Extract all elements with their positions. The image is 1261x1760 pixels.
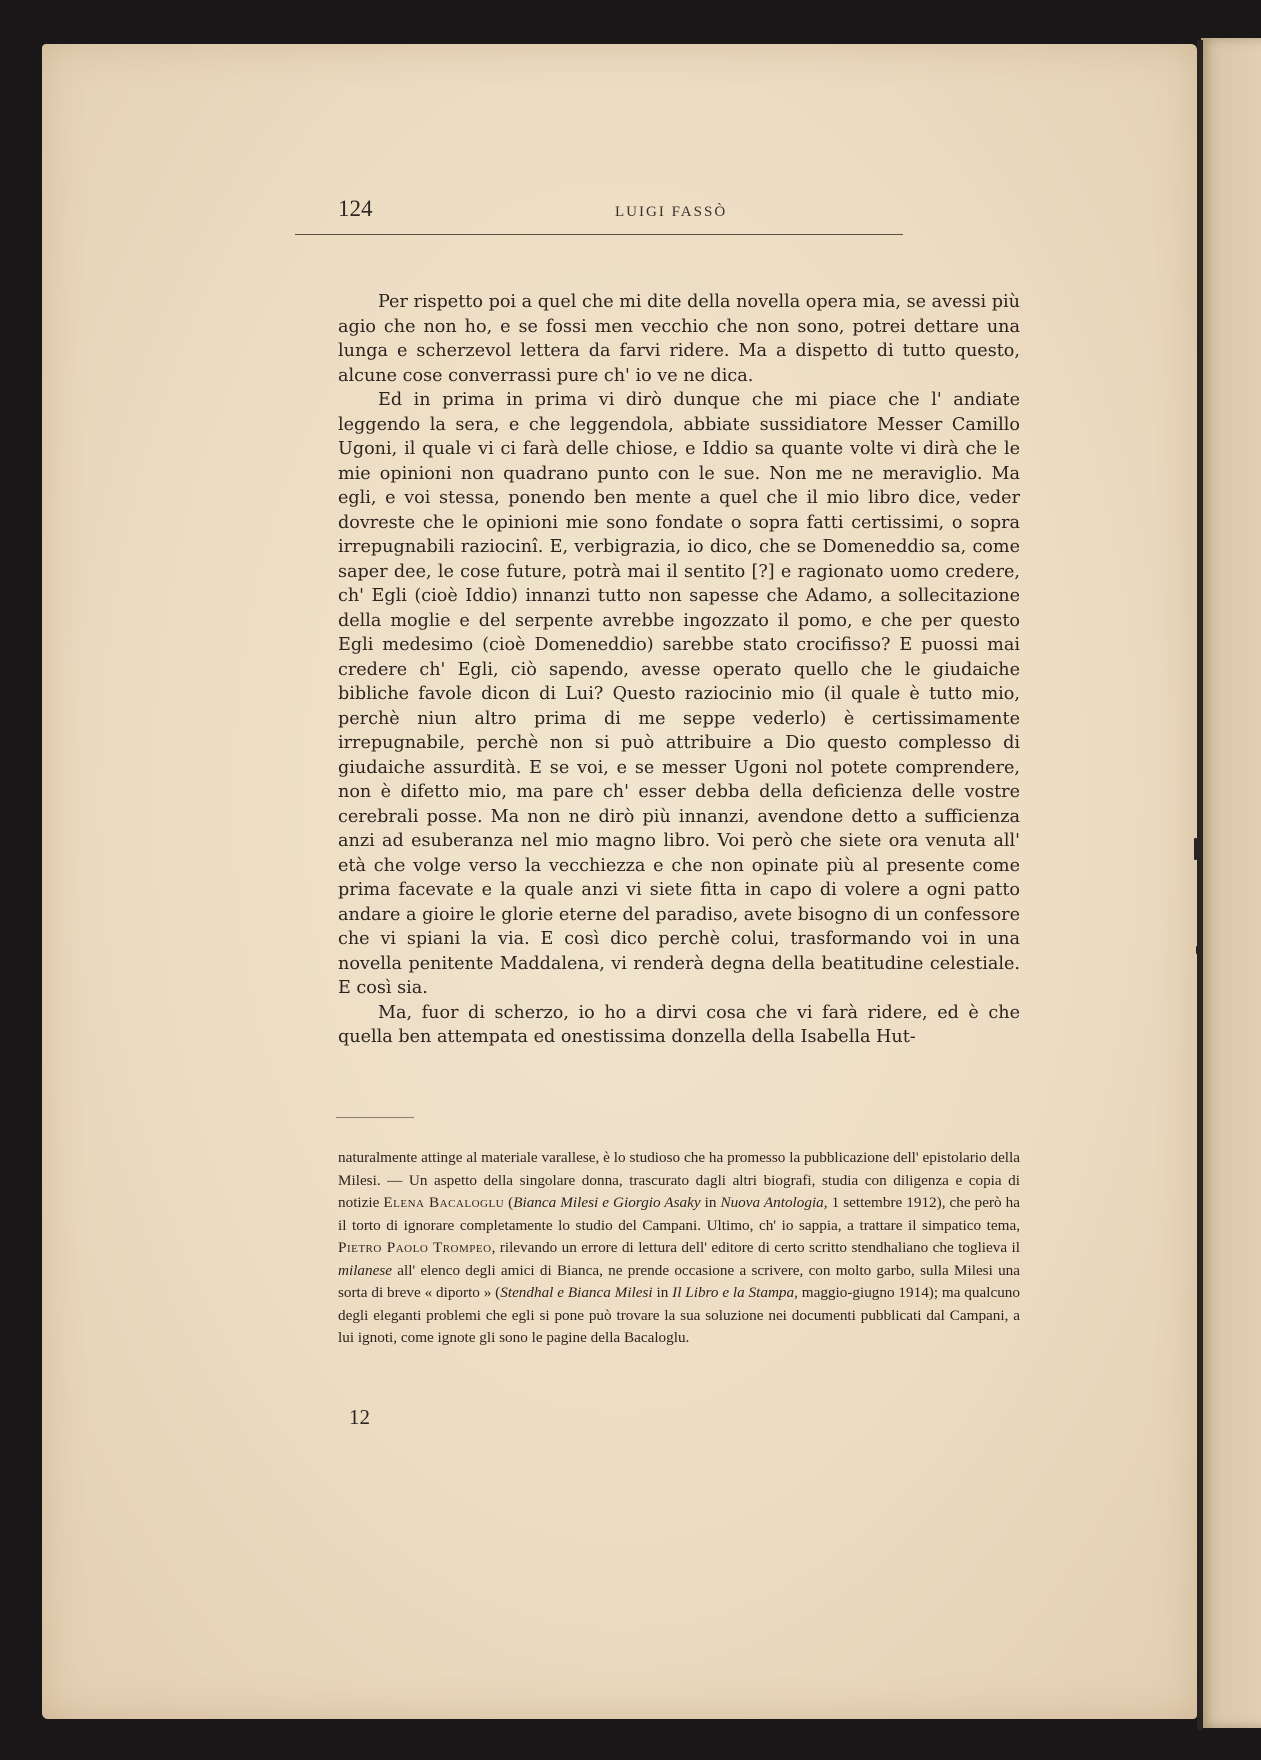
footnote-text: maggio-giugno 1914); ma qualcuno degli eleganti problemi che egli si pone può trovare la sua soluzione nei documenti pubblicati dal Campani, a lui ignoti, come ignote gli sono le pagine della Bacaloglu. [338,1284,1020,1346]
footnote-author-name: Elena Bacaloglu [383,1194,505,1211]
paragraph: Ed in prima in prima vi dirò dunque che mi piace che l' andiate leggendo la sera, e che leggendola, abbiate sussidiatore Messer Camillo Ugoni, il quale vi ci farà delle chiose, e Iddio sa quante volte vi dirà che le mie opinioni non quadrano punto con le sue. Non me ne meraviglio. Ma egli, e voi stessa, ponendo ben mente a quel che il mio libro dice, veder dovreste che le opinioni mie sono fondate o sopra fatti certissimi, o sopra irrepugnabili raziocinî. E, verbigrazia, io dico, che se Domeneddio sa, come saper dee, le cose future, potrà mai il sentito [?] e ragionato uomo credere, ch' Egli (cioè Iddio) innanzi tutto non sapesse che Adamo, a sollecitazione della moglie e del serpente avrebbe ingozzato il pomo, e che per questo Egli medesimo (cioè Domeneddio) sarebbe stato crocifisso? E puossi mai credere ch' Egli, ciò sapendo, avesse operato quello che le giudaiche bibliche favole dicon di Lui? Questo raziocinio mio (il quale è tutto mio, perchè niun altro prima di me seppe vederlo) è certissimamente irrepugnabile, perchè non si può attribuire a Dio questo complesso di giudaiche assurdità. E se voi, e se messer Ugoni nol potete comprendere, non è difetto mio, ma pare ch' esser debba della deficienza delle vostre cerebrali posse. Ma non ne dirò più innanzi, avendone detto a sufficienza anzi ad esuberanza nel mio magno libro. Voi però che siete ora venuta all' età che volge verso la vecchiezza e che non opinate più al presente come prima facevate e la quale anzi vi siete fitta in capo di volere a ogni patto andare a gioire le glorie eterne del paradiso, avete bisogno di un confessore che vi spiani la via. E così dico perchè colui, trasformando voi in una novella penitente Maddalena, vi renderà degna della beatitudine celestiale. E così sia. [338,390,1020,998]
ink-speck [1198,170,1201,175]
footnote-text: naturalmente attinge al materiale varallese, è lo studioso che ha promesso la pubblicazione dell' epistolario della Milesi. — Un aspetto della singolare donna, trascurato dagli altri biografi, studia con diligenza e copia di notizie [338,1149,1020,1211]
footnote-text: , rilevando un errore di lettura dell' editore di certo scritto stendhaliano che toglieva il [491,1239,1020,1256]
ink-speck [1194,838,1197,860]
ink-speck [1196,946,1198,954]
signature-mark: 12 [349,1405,370,1429]
page-number: 124 [338,196,373,221]
footnote-work-title: Nuova Antologia, [720,1194,828,1211]
footnote-rule [336,1117,414,1118]
footnote-text: all' elenco degli amici di Bianca, ne prende occasione a scrivere, con molto garbo, sulla Milesi una sorta di breve « diporto » ( [338,1261,1020,1301]
next-page-edge [1201,38,1261,1728]
footnote-text: 1 settembre 1912), che però ha il torto di ignorare completamente lo studio del Campani. Ultimo, ch' io sappia, a trattare il simpatico tema, [338,1194,1020,1234]
paragraph: Ma, fuor di scherzo, io ho a dirvi cosa che vi farà ridere, ed è che quella ben attempata ed onestissima donzella della Isabella Hut- [338,1002,1020,1047]
running-head-author: LUIGI FASSÒ [615,204,728,220]
footnote-paragraph [338,1147,1020,1350]
footnote-text: ( [504,1194,514,1211]
footnote-text: in [700,1194,721,1211]
footnote-work-title: Bianca Milesi e Giorgio Asaky [513,1194,701,1211]
footnote-text: in [652,1284,673,1301]
footnote-work-title: Il Libro e la Stampa, [672,1284,798,1301]
book-gutter [1197,40,1203,1730]
footnote-emphasis: milanese [338,1261,392,1279]
running-head [295,192,903,235]
body-text [338,290,1020,1050]
footnote-author-name: Pietro Paolo Trompeo [338,1239,492,1256]
footnote-work-title: Stendhal e Bianca Milesi [500,1284,653,1301]
footnote [338,1147,1020,1350]
paragraph: Per rispetto poi a quel che mi dite della novella opera mia, se avessi più agio che non ho, e se fossi men vecchio che non sono, potrei dettare una lunga e scherzevol lettera da farvi ridere. Ma a dispetto di tutto questo, alcune cose converrassi pure ch' io ve ne dica. [338,292,1020,386]
